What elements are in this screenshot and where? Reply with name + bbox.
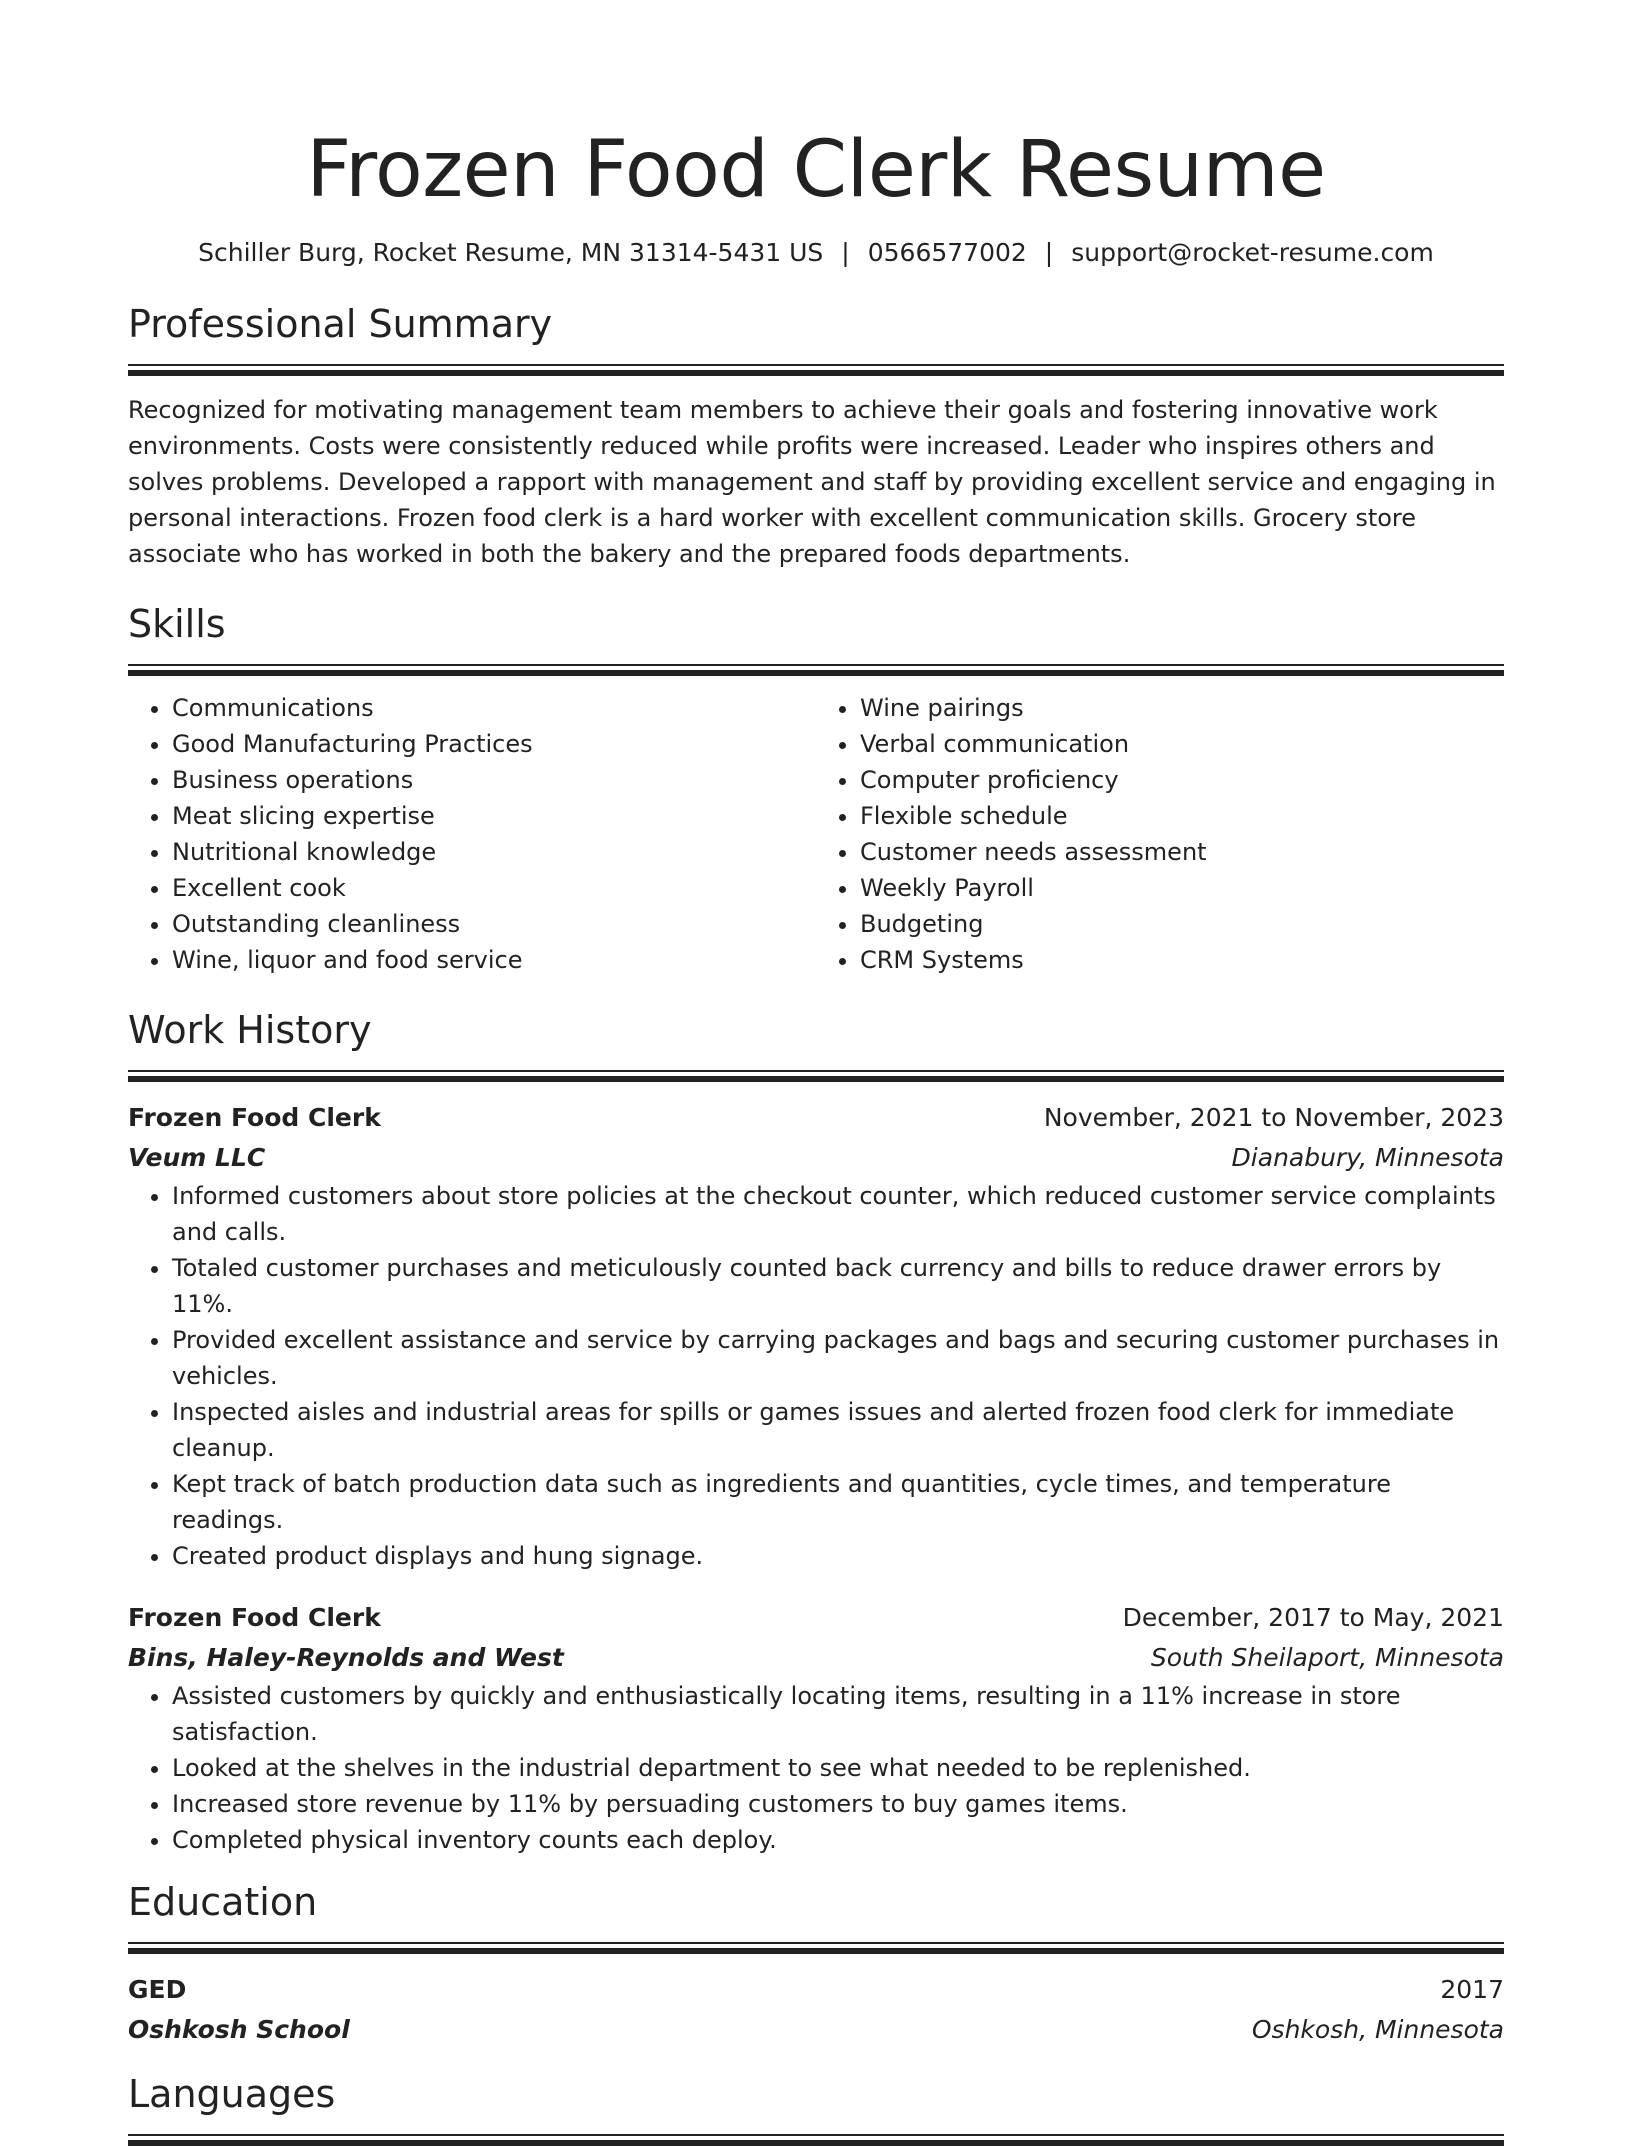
skill-item: • Customer needs assessment bbox=[860, 834, 1504, 870]
job-company-row bbox=[128, 1138, 1504, 1178]
education-entry bbox=[128, 1970, 1504, 2050]
contact-separator: | bbox=[1044, 238, 1054, 267]
skills-heading: Skills bbox=[128, 602, 226, 646]
section-divider bbox=[128, 364, 1504, 376]
job-bullet: • Created product displays and hung signage. bbox=[172, 1538, 1504, 1574]
job-bullet: • Looked at the shelves in the industrial department to see what needed to be replenished. bbox=[172, 1750, 1504, 1786]
languages-heading: Languages bbox=[128, 2072, 336, 2116]
job-location: South Sheilaport, Minnesota bbox=[1150, 1643, 1504, 1672]
contact-separator: | bbox=[841, 238, 850, 267]
job-header-row bbox=[128, 1098, 1504, 1138]
languages-section bbox=[128, 2070, 1504, 2146]
contact-line bbox=[128, 236, 1504, 270]
job-company: Bins, Haley-Reynolds and West bbox=[128, 1643, 564, 1672]
education-section bbox=[128, 1878, 1504, 2050]
skill-item: • Outstanding cleanliness bbox=[172, 906, 816, 942]
section-divider bbox=[128, 2134, 1504, 2146]
education-year: 2017 bbox=[1440, 1975, 1504, 2004]
skill-item: • Wine pairings bbox=[860, 690, 1504, 726]
job-location: Dianabury, Minnesota bbox=[1231, 1143, 1504, 1172]
education-header-row bbox=[128, 1970, 1504, 2010]
skill-item: • CRM Systems bbox=[860, 942, 1504, 978]
contact-address: Schiller Burg, Rocket Resume, MN 31314-5431 US bbox=[198, 238, 824, 267]
resume-title: Frozen Food Clerk Resume bbox=[306, 125, 1326, 215]
section-divider bbox=[128, 1070, 1504, 1082]
job-dates: November, 2021 to November, 2023 bbox=[1043, 1103, 1504, 1132]
skill-item: • Weekly Payroll bbox=[860, 870, 1504, 906]
skills-columns bbox=[128, 690, 1504, 978]
job-bullets bbox=[128, 1678, 1504, 1858]
job-bullet: • Assisted customers by quickly and enthusiastically locating items, resulting in a 11% increase in store satisfaction. bbox=[172, 1678, 1504, 1750]
skills-list-right bbox=[816, 690, 1504, 978]
job-bullet: • Inspected aisles and industrial areas for spills or games issues and alerted frozen food clerk for immediate cleanup. bbox=[172, 1394, 1504, 1466]
education-school-row bbox=[128, 2010, 1504, 2050]
contact-email[interactable]: support@rocket-resume.com bbox=[1071, 238, 1434, 267]
work-history-section bbox=[128, 1006, 1504, 1858]
job-bullet: • Completed physical inventory counts each deploy. bbox=[172, 1822, 1504, 1858]
job-bullet: • Informed customers about store policies at the checkout counter, which reduced customer service complaints and calls. bbox=[172, 1178, 1504, 1250]
skills-column-right bbox=[816, 690, 1504, 978]
summary-text: Recognized for motivating management team members to achieve their goals and fostering innovative work environments. Costs were consistently reduced while profits were increased. Leader who inspires others and solves problems. Developed a rapport with management and staff by providing excellent service and engaging in personal interactions. Frozen food clerk is a hard worker with excellent communication skills. Grocery store associate who has worked in both the bakery and the prepared foods departments. bbox=[128, 396, 1496, 568]
skill-item: • Nutritional knowledge bbox=[172, 834, 816, 870]
education-school: Oshkosh School bbox=[128, 2015, 350, 2044]
skill-item: • Good Manufacturing Practices bbox=[172, 726, 816, 762]
skill-item: • Business operations bbox=[172, 762, 816, 798]
job-header-row bbox=[128, 1598, 1504, 1638]
skill-item: • Meat slicing expertise bbox=[172, 798, 816, 834]
skill-item: • Computer proficiency bbox=[860, 762, 1504, 798]
skill-item: • Communications bbox=[172, 690, 816, 726]
skill-item: • Wine, liquor and food service bbox=[172, 942, 816, 978]
job-company: Veum LLC bbox=[128, 1143, 266, 1172]
education-heading: Education bbox=[128, 1880, 318, 1924]
education-location: Oshkosh, Minnesota bbox=[1251, 2015, 1504, 2044]
job-bullet: • Totaled customer purchases and meticulously counted back currency and bills to reduce drawer errors by 11%. bbox=[172, 1250, 1504, 1322]
skill-item: • Flexible schedule bbox=[860, 798, 1504, 834]
skills-section bbox=[128, 600, 1504, 978]
section-divider bbox=[128, 664, 1504, 676]
job-dates: December, 2017 to May, 2021 bbox=[1122, 1603, 1504, 1632]
contact-phone[interactable]: 0566577002 bbox=[867, 238, 1027, 267]
job-bullet: • Provided excellent assistance and service by carrying packages and bags and securing customer purchases in vehicles. bbox=[172, 1322, 1504, 1394]
work-history-heading: Work History bbox=[128, 1008, 372, 1052]
job-bullets bbox=[128, 1178, 1504, 1574]
summary-section bbox=[128, 300, 1504, 572]
job-title: Frozen Food Clerk bbox=[128, 1103, 381, 1132]
education-degree: GED bbox=[128, 1975, 187, 2004]
skill-item: • Excellent cook bbox=[172, 870, 816, 906]
skills-column-left bbox=[128, 690, 816, 978]
skill-item: • Verbal communication bbox=[860, 726, 1504, 762]
summary-heading: Professional Summary bbox=[128, 302, 553, 346]
skill-item: • Budgeting bbox=[860, 906, 1504, 942]
section-divider bbox=[128, 1942, 1504, 1954]
job-bullet: • Kept track of batch production data such as ingredients and quantities, cycle times, and temperature readings. bbox=[172, 1466, 1504, 1538]
job-bullet: • Increased store revenue by 11% by persuading customers to buy games items. bbox=[172, 1786, 1504, 1822]
skills-list-left bbox=[128, 690, 816, 978]
job-title: Frozen Food Clerk bbox=[128, 1603, 381, 1632]
job-entry bbox=[128, 1598, 1504, 1858]
job-entry bbox=[128, 1098, 1504, 1574]
job-company-row bbox=[128, 1638, 1504, 1678]
